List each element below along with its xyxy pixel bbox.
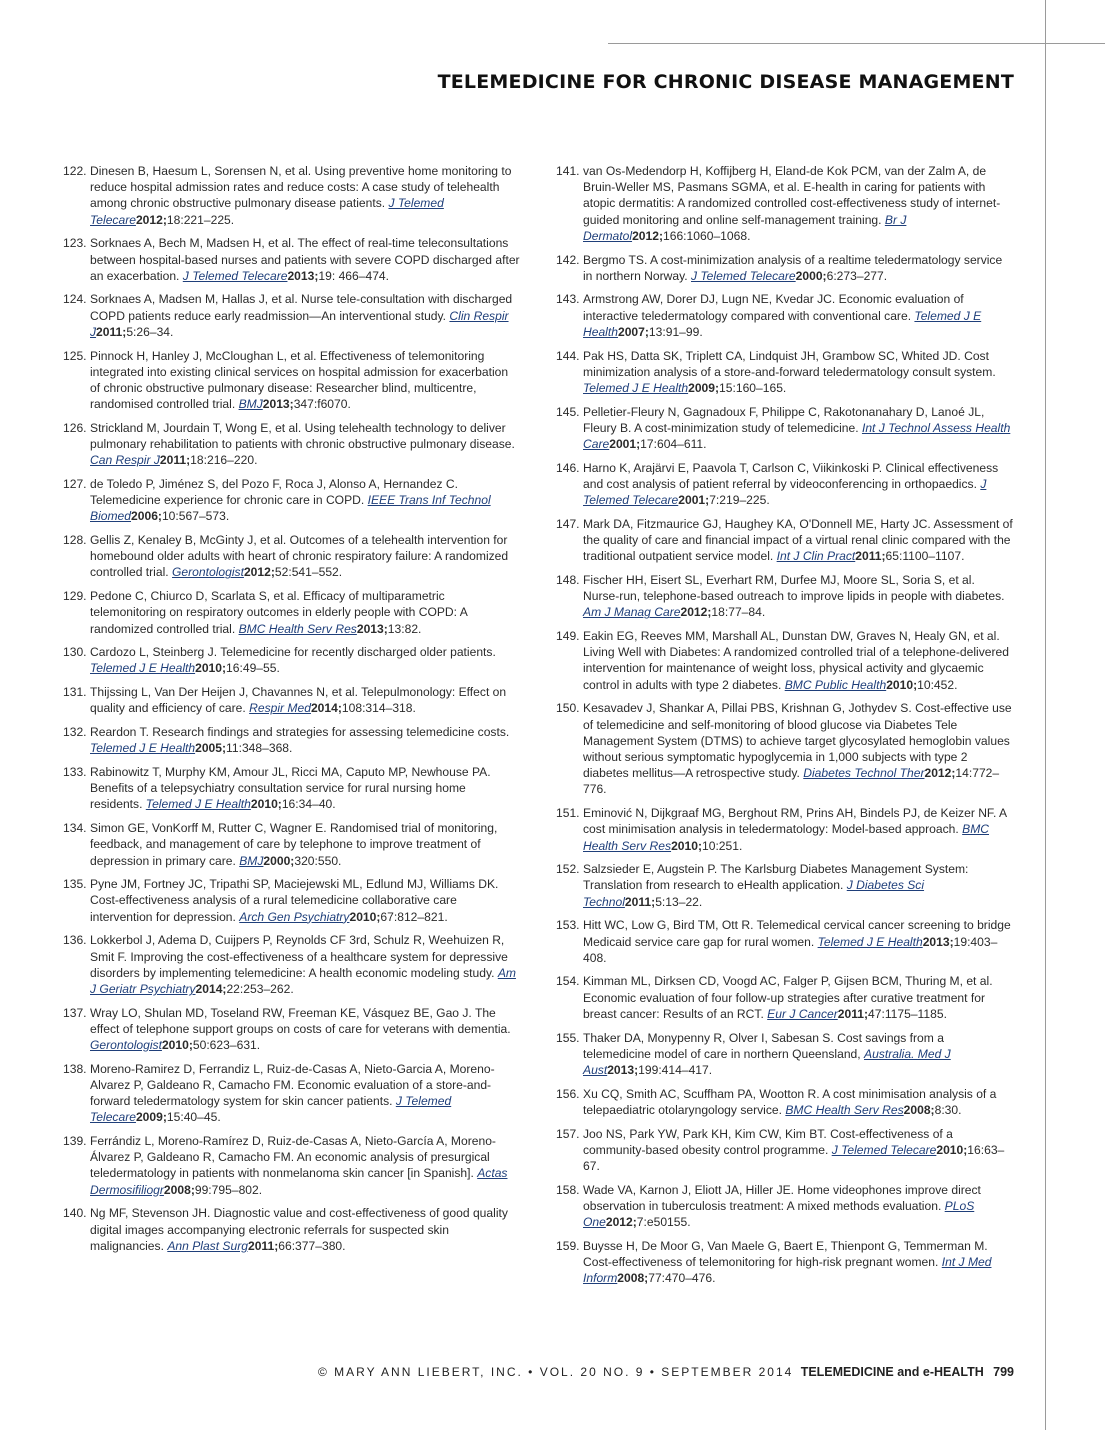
- journal-link[interactable]: BMC Public Health: [784, 677, 887, 692]
- reference-text: Eminović N, Dijkgraaf MG, Berghout RM, Prins AH, Bindels PJ, de Keizer NF. A cost minimisation analysis in teledermatology: Model-based approach.: [583, 806, 1007, 837]
- reference-volume-pages: 8:30.: [934, 1102, 962, 1117]
- reference-text: Joo NS, Park YW, Park KH, Kim CW, Kim BT. Cost-effectiveness of a community-based obesity control programme.: [583, 1126, 953, 1157]
- reference-year: 2012;: [605, 1215, 637, 1230]
- reference-year: 2010;: [936, 1142, 968, 1157]
- reference-year: 2001;: [678, 493, 710, 508]
- reference-text: Pinnock H, Hanley J, McCloughan L, et al. Effectiveness of telemonitoring integrated into existing clinical services on hospital admission for exacerbation of chronic obstructive pulmonary disease: Researcher blind, multicentre, randomised controlled trial.: [90, 348, 509, 412]
- reference-item: [63, 932, 521, 997]
- reference-year: 2005;: [195, 741, 227, 756]
- reference-volume-pages: 18:216–220.: [190, 453, 258, 468]
- reference-item: [63, 532, 521, 581]
- reference-text: Rabinowitz T, Murphy KM, Amour JL, Ricci MA, Caputo MP, Newhouse PA. Benefits of a telepsychiatry consultation service for rural nursing home residents.: [90, 765, 491, 812]
- reference-text: Salzsieder E, Augstein P. The Karlsburg Diabetes Management System: Translation from research to eHealth application.: [583, 862, 969, 893]
- reference-item: [556, 1086, 1014, 1118]
- journal-link[interactable]: J Telemed Telecare: [182, 268, 288, 283]
- reference-volume-pages: 7:219–225.: [709, 493, 770, 508]
- journal-link[interactable]: J Telemed Telecare: [90, 1094, 452, 1125]
- reference-year: 2010;: [161, 1038, 193, 1053]
- references-left-column: [63, 163, 521, 1261]
- reference-year: 2011;: [159, 453, 191, 468]
- journal-link[interactable]: IEEE Trans Inf Technol Biomed: [90, 493, 491, 524]
- reference-volume-pages: 5:26–34.: [126, 324, 174, 339]
- reference-number: 137.: [63, 1005, 87, 1020]
- reference-text: Armstrong AW, Dorer DJ, Lugn NE, Kvedar JC. Economic evaluation of interactive teledermatology compared with conventional care.: [583, 292, 964, 323]
- reference-number: 141.: [556, 164, 580, 178]
- reference-text: Thaker DA, Monypenny R, Olver I, Sabesan S. Cost savings from a telemedicine model of care in northern Queensland,: [583, 1030, 944, 1061]
- reference-number: 146.: [556, 460, 580, 475]
- reference-volume-pages: 347:f6070.: [293, 397, 351, 412]
- reference-volume-pages: 15:160–165.: [719, 380, 787, 395]
- reference-volume-pages: 47:1175–1185.: [868, 1006, 947, 1021]
- reference-text: van Os-Medendorp H, Koffijberg H, Eland-de Kok PCM, van der Zalm A, de Bruin-Weller MS, Pasmans SGMA, et al. E-health in caring for patients with atopic dermatitis: A randomized controlled cost-effectiveness study of internet-guided monitoring and online self-management training.: [583, 164, 1001, 227]
- journal-link[interactable]: Arch Gen Psychiatry: [239, 909, 350, 924]
- footer-publisher: © MARY ANN LIEBERT, INC. • VOL. 20 NO. 9 • SEPTEMBER 2014: [317, 1365, 794, 1379]
- reference-year: 2011;: [855, 549, 886, 564]
- reference-volume-pages: 13:82.: [387, 621, 422, 636]
- reference-volume-pages: 22:253–262.: [226, 981, 294, 996]
- reference-text: Pelletier-Fleury N, Gagnadoux F, Philippe C, Rakotonanahary D, Lanoé JL, Fleury B. A cost-minimization study of telemedicine.: [583, 404, 985, 435]
- reference-number: 130.: [63, 645, 87, 660]
- reference-number: 127.: [63, 476, 87, 491]
- reference-text: Wade VA, Karnon J, Eliott JA, Hiller JE. Home videophones improve direct observation in tuberculosis treatment: A mixed methods evaluation.: [583, 1182, 981, 1213]
- journal-link[interactable]: Ann Plast Surg: [167, 1238, 248, 1253]
- reference-year: 2012;: [924, 766, 956, 781]
- reference-text: Kesavadev J, Shankar A, Pillai PBS, Krishnan G, Jothydev S. Cost-effective use of telemedicine and self-monitoring of blood glucose via Diabetes Tele Management System (DTMS) to achieve target glycosylated hemoglobin values without serious symptomatic hypoglycemia in 1,000 subjects with type 2 diabetes mellitus—A retrospective study.: [583, 701, 1012, 781]
- journal-link[interactable]: Int J Clin Pract: [776, 549, 856, 564]
- journal-link[interactable]: J Telemed Telecare: [583, 476, 987, 508]
- reference-number: 153.: [556, 918, 580, 933]
- reference-year: 2013;: [607, 1062, 639, 1077]
- reference-volume-pages: 16:34–40.: [281, 797, 336, 812]
- reference-item: [63, 820, 521, 869]
- reference-text: Bergmo TS. A cost-minimization analysis of a realtime teledermatology service in northern Norway.: [583, 252, 1003, 283]
- reference-text: Ferrándiz L, Moreno-Ramírez D, Ruiz-de-Casas A, Nieto-García A, Moreno-Álvarez P, Galdeano R, Camacho FM. An economic analysis of presurgical teledermatology in patients with nonmelanoma skin cancer [in Spanish].: [90, 1134, 496, 1181]
- reference-volume-pages: 15:40–45.: [166, 1110, 221, 1125]
- reference-volume-pages: 166:1060–1068.: [663, 228, 751, 243]
- journal-link[interactable]: Telemed J E Health: [145, 797, 251, 812]
- reference-number: 124.: [63, 292, 87, 307]
- reference-text: Buysse H, De Moor G, Van Maele G, Baert E, Thienpont G, Temmerman M. Cost-effectiveness of telemonitoring for high-risk pregnant women.: [583, 1238, 988, 1269]
- reference-number: 157.: [556, 1126, 580, 1141]
- reference-year: 2008;: [163, 1182, 195, 1197]
- reference-volume-pages: 199:414–417.: [638, 1062, 713, 1077]
- reference-year: 2011;: [247, 1238, 279, 1253]
- reference-year: 2013;: [287, 268, 319, 283]
- reference-number: 154.: [556, 974, 580, 989]
- reference-year: 2009;: [688, 380, 720, 395]
- reference-item: [63, 764, 521, 813]
- reference-text: Lokkerbol J, Adema D, Cuijpers P, Reynolds CF 3rd, Schulz R, Weehuizen R, Smit F. Improving the cost-effectiveness of a healthcare system for depressive disorders by implementing telemedicine: A health economic modeling study.: [90, 933, 508, 980]
- reference-number: 136.: [63, 933, 87, 948]
- reference-number: 144.: [556, 348, 580, 363]
- reference-volume-pages: 10:567–573.: [161, 509, 230, 524]
- journal-link[interactable]: J Diabetes Sci Technol: [583, 878, 925, 909]
- journal-link[interactable]: Can Respir J: [90, 453, 160, 468]
- reference-number: 126.: [63, 420, 87, 435]
- journal-link[interactable]: Br J Dermatol: [583, 212, 907, 243]
- reference-year: 2008;: [903, 1102, 935, 1117]
- reference-number: 122.: [63, 164, 87, 178]
- reference-item: [63, 724, 521, 756]
- reference-year: 2010;: [250, 797, 282, 812]
- reference-text: de Toledo P, Jiménez S, del Pozo F, Roca J, Alonso A, Hernandez C. Telemedicine experience for chronic care in COPD.: [90, 476, 458, 508]
- journal-link[interactable]: Am J Manag Care: [583, 605, 681, 620]
- reference-volume-pages: 13:91–99.: [648, 324, 703, 339]
- reference-year: 2013;: [922, 934, 954, 949]
- reference-number: 143.: [556, 292, 580, 307]
- reference-number: 140.: [63, 1206, 87, 1221]
- reference-number: 150.: [556, 701, 580, 716]
- reference-year: 2008;: [617, 1271, 649, 1286]
- reference-number: 125.: [63, 348, 87, 363]
- reference-item: [63, 348, 521, 413]
- reference-number: 132.: [63, 725, 87, 740]
- reference-text: Sorknaes A, Madsen M, Hallas J, et al. Nurse tele-consultation with discharged COPD patients reduce early readmission—An interventional study.: [90, 292, 513, 323]
- reference-number: 152.: [556, 862, 580, 877]
- journal-link[interactable]: J Telemed Telecare: [90, 196, 444, 227]
- reference-number: 142.: [556, 252, 580, 267]
- reference-item: [556, 163, 1014, 244]
- reference-year: 2007;: [617, 324, 649, 339]
- journal-link[interactable]: Respir Med: [249, 701, 311, 716]
- reference-volume-pages: 108:314–318.: [341, 701, 416, 716]
- reference-number: 135.: [63, 877, 87, 892]
- reference-year: 2001;: [609, 437, 641, 452]
- journal-link[interactable]: Australia. Med J Aust: [583, 1046, 951, 1077]
- reference-text: Cardozo L, Steinberg J. Telemedicine for recently discharged older patients.: [90, 645, 496, 660]
- reference-text: Eakin EG, Reeves MM, Marshall AL, Dunstan DW, Graves N, Healy GN, et al. Living Well with Diabetes: A randomized controlled trial of a telephone-delivered intervention for maintenance of weight loss, physical activity and glycaemic control in adults with type 2 diabetes.: [583, 629, 1009, 692]
- reference-volume-pages: 19: 466–474.: [318, 268, 390, 283]
- journal-link[interactable]: Telemed J E Health: [90, 661, 196, 676]
- right-margin-rule: [1045, 0, 1046, 1430]
- reference-number: 147.: [556, 516, 580, 531]
- reference-text: Thijssing L, Van Der Heijen J, Chavannes N, et al. Telepulmonology: Effect on quality and efficiency of care.: [90, 685, 507, 716]
- reference-text: Kimman ML, Dirksen CD, Voogd AC, Falger P, Gijsen BCM, Thuring M, et al. Economic evaluation of four follow-up strategies after curative treatment for breast cancer: Results of an RCT.: [583, 974, 993, 1021]
- reference-year: 2014;: [310, 701, 342, 716]
- journal-link[interactable]: BMJ: [239, 853, 264, 868]
- reference-item: [63, 291, 521, 340]
- reference-year: 2012;: [243, 565, 275, 580]
- reference-number: 139.: [63, 1134, 87, 1149]
- reference-number: 129.: [63, 589, 87, 604]
- reference-number: 128.: [63, 533, 87, 548]
- journal-link[interactable]: Actas Dermosifiliogr: [90, 1166, 508, 1197]
- reference-item: [556, 1126, 1014, 1175]
- reference-number: 138.: [63, 1061, 87, 1076]
- reference-volume-pages: 65:1100–1107.: [885, 549, 965, 564]
- reference-year: 2011;: [837, 1006, 869, 1021]
- journal-link[interactable]: Telemed J E Health: [90, 741, 196, 756]
- reference-text: Hitt WC, Low G, Bird TM, Ott R. Telemedical cervical cancer screening to bridge Medicaid service care gap for rural women.: [583, 918, 1011, 949]
- journal-link[interactable]: Eur J Cancer: [767, 1006, 838, 1021]
- reference-volume-pages: 11:348–368.: [226, 741, 293, 756]
- journal-link[interactable]: Int J Technol Assess Health Care: [583, 420, 1011, 452]
- reference-year: 2010;: [349, 909, 381, 924]
- journal-link[interactable]: Am J Geriatr Psychiatry: [90, 965, 516, 996]
- reference-number: 151.: [556, 806, 580, 821]
- reference-item: [556, 805, 1014, 854]
- reference-item: [63, 1205, 521, 1254]
- reference-item: [556, 460, 1014, 509]
- reference-year: 2000;: [263, 853, 295, 868]
- reference-item: [556, 1238, 1014, 1287]
- reference-item: [556, 917, 1014, 966]
- reference-year: 2012;: [680, 605, 712, 620]
- reference-volume-pages: 66:377–380.: [278, 1238, 346, 1253]
- reference-year: 2009;: [135, 1110, 167, 1125]
- reference-number: 149.: [556, 629, 580, 644]
- journal-link[interactable]: Diabetes Technol Ther: [803, 766, 925, 781]
- reference-item: [63, 644, 521, 676]
- reference-text: Moreno-Ramirez D, Ferrandiz L, Ruiz-de-Casas A, Nieto-Garcia A, Moreno-Alvarez P, Galdeano R, Camacho FM. Economic evaluation of a store-and-forward teledermatology system for skin cancer patients.: [90, 1061, 495, 1109]
- journal-link[interactable]: Clin Respir J: [90, 308, 509, 339]
- reference-text: Harno K, Arajärvi E, Paavola T, Carlson C, Viikinkoski P. Clinical effectiveness and cost analysis of patient referral by videoconferencing in orthopaedics.: [583, 460, 999, 491]
- reference-year: 2011;: [624, 894, 656, 909]
- reference-year: 2010;: [886, 677, 918, 692]
- reference-item: [63, 1061, 521, 1126]
- reference-text: Dinesen B, Haesum L, Sorensen N, et al. Using preventive home monitoring to reduce hospital admission rates and reduce costs: A case study of telehealth among chronic obstructive pulmonary disease patients.: [90, 164, 512, 211]
- reference-volume-pages: 17:604–611.: [640, 437, 707, 452]
- reference-item: [556, 572, 1014, 621]
- reference-text: Pedone C, Chiurco D, Scarlata S, et al. Efficacy of multiparametric telemonitoring on respiratory outcomes in elderly people with COPD: A randomized controlled trial.: [90, 589, 468, 636]
- footer-journal-title: TELEMEDICINE and e-HEALTH: [800, 1365, 984, 1379]
- page-footer: [318, 1365, 1014, 1379]
- reference-text: Fischer HH, Eisert SL, Everhart RM, Durfee MJ, Moore SL, Soria S, et al. Nurse-run, telephone-based outreach to improve lipids in people with diabetes.: [583, 572, 1005, 604]
- reference-item: [63, 235, 521, 284]
- journal-link[interactable]: Int J Med Inform: [583, 1254, 992, 1286]
- reference-item: [556, 1030, 1014, 1079]
- references-right-column: [556, 163, 1014, 1294]
- reference-item: [63, 1133, 521, 1198]
- reference-item: [556, 291, 1014, 340]
- reference-volume-pages: 5:13–22.: [655, 894, 703, 909]
- reference-year: 2013;: [262, 397, 294, 412]
- reference-text: Simon GE, VonKorff M, Rutter C, Wagner E. Randomised trial of monitoring, feedback, and management of care by telephone to improve treatment of depression in primary care.: [90, 821, 498, 868]
- reference-number: 131.: [63, 685, 87, 700]
- journal-link[interactable]: Gerontologist: [172, 565, 244, 580]
- journal-link[interactable]: Telemed J E Health: [817, 934, 923, 949]
- reference-text: Xu CQ, Smith AC, Scuffham PA, Wootton R. A cost minimisation analysis of a telepaediatric otolaryngology service.: [583, 1086, 997, 1117]
- reference-item: [556, 700, 1014, 797]
- reference-item: [63, 876, 521, 925]
- reference-item: [63, 588, 521, 637]
- reference-volume-pages: 18:77–84.: [711, 605, 766, 620]
- journal-link[interactable]: Gerontologist: [90, 1038, 162, 1053]
- reference-year: 2010;: [195, 661, 227, 676]
- reference-text: Pak HS, Datta SK, Triplett CA, Lindquist JH, Grambow SC, Whited JD. Cost minimization analysis of a store-and-forward teledermatology consult system.: [583, 348, 996, 379]
- reference-volume-pages: 10:251.: [702, 838, 743, 853]
- reference-item: [556, 628, 1014, 693]
- journal-link[interactable]: PLoS One: [583, 1198, 975, 1230]
- reference-item: [63, 420, 521, 469]
- reference-year: 2000;: [795, 268, 827, 283]
- journal-link[interactable]: BMC Health Serv Res: [583, 822, 990, 853]
- reference-text: Wray LO, Shulan MD, Toseland RW, Freeman KE, Vásquez BE, Gao J. The effect of telephone support groups on costs of care for veterans with dementia.: [90, 1005, 511, 1036]
- reference-text: Strickland M, Jourdain T, Wong E, et al. Using telehealth technology to deliver pulmonary rehabilitation to patients with chronic obstructive pulmonary disease.: [90, 420, 515, 452]
- reference-volume-pages: 50:623–631.: [192, 1038, 261, 1053]
- journal-link[interactable]: J Telemed Telecare: [691, 268, 796, 283]
- journal-link[interactable]: Telemed J E Health: [583, 380, 689, 395]
- reference-year: 2006;: [131, 509, 162, 524]
- reference-item: [556, 973, 1014, 1022]
- reference-item: [556, 1182, 1014, 1231]
- reference-number: 159.: [556, 1238, 580, 1253]
- reference-year: 2011;: [96, 324, 127, 339]
- reference-text: Pyne JM, Fortney JC, Tripathi SP, Maciejewski ML, Edlund MJ, Williams DK. Cost-effectiveness analysis of a rural telemedicine collaborative care intervention for depression.: [90, 877, 499, 924]
- reference-number: 134.: [63, 821, 87, 836]
- reference-year: 2010;: [671, 838, 702, 853]
- reference-volume-pages: 16:63–67.: [583, 1142, 1005, 1173]
- reference-item: [556, 252, 1014, 284]
- journal-link[interactable]: BMC Health Serv Res: [785, 1102, 904, 1117]
- reference-volume-pages: 7:e50155.: [636, 1215, 691, 1230]
- reference-volume-pages: 52:541–552.: [274, 565, 343, 580]
- reference-volume-pages: 320:550.: [294, 853, 342, 868]
- reference-item: [556, 861, 1014, 910]
- reference-volume-pages: 14:772–776.: [583, 766, 1000, 797]
- reference-volume-pages: 10:452.: [917, 677, 958, 692]
- reference-item: [63, 1005, 521, 1054]
- reference-volume-pages: 67:812–821.: [380, 909, 448, 924]
- reference-volume-pages: 99:795–802.: [194, 1182, 263, 1197]
- reference-text: Gellis Z, Kenaley B, McGinty J, et al. Outcomes of a telehealth intervention for homebound older adults with heart of chronic respiratory failure: A randomized controlled trial.: [90, 533, 509, 580]
- reference-item: [556, 516, 1014, 565]
- reference-number: 123.: [63, 236, 87, 251]
- reference-number: 145.: [556, 404, 580, 419]
- journal-link[interactable]: BMC Health Serv Res: [238, 621, 357, 636]
- reference-item: [63, 476, 521, 525]
- reference-item: [556, 348, 1014, 397]
- reference-text: Sorknaes A, Bech M, Madsen H, et al. The effect of real-time teleconsultations between hospital-based nurses and patients with severe COPD discharged after an exacerbation.: [90, 236, 520, 283]
- page-number: 799: [993, 1365, 1014, 1379]
- reference-number: 155.: [556, 1030, 580, 1045]
- reference-number: 156.: [556, 1086, 580, 1101]
- reference-year: 2012;: [135, 212, 167, 227]
- running-head-title: TELEMEDICINE FOR CHRONIC DISEASE MANAGEMENT: [437, 71, 1014, 93]
- reference-year: 2014;: [195, 981, 227, 996]
- header-rule: [608, 43, 1105, 44]
- reference-volume-pages: 6:273–277.: [826, 268, 888, 283]
- reference-number: 148.: [556, 572, 580, 587]
- reference-year: 2012;: [632, 228, 663, 243]
- reference-volume-pages: 19:403–408.: [583, 934, 998, 965]
- reference-text: Reardon T. Research findings and strategies for assessing telemedicine costs.: [90, 725, 510, 740]
- reference-volume-pages: 77:470–476.: [648, 1271, 716, 1286]
- reference-item: [63, 684, 521, 716]
- reference-volume-pages: 18:221–225.: [166, 212, 235, 227]
- reference-text: Ng MF, Stevenson JH. Diagnostic value and cost-effectiveness of good quality digital images accompanying electronic referrals for suspected skin malignancies.: [90, 1206, 508, 1253]
- journal-link[interactable]: BMJ: [238, 397, 263, 412]
- reference-number: 158.: [556, 1182, 580, 1197]
- reference-text: Mark DA, Fitzmaurice GJ, Haughey KA, O'Donnell ME, Harty JC. Assessment of the quality of care and financial impact of a virtual renal clinic compared with the traditional outpatient service model.: [583, 516, 1013, 564]
- reference-volume-pages: 16:49–55.: [226, 661, 280, 676]
- reference-item: [556, 404, 1014, 453]
- journal-link[interactable]: J Telemed Telecare: [831, 1142, 937, 1157]
- reference-year: 2013;: [356, 621, 388, 636]
- reference-item: [63, 163, 521, 228]
- journal-link[interactable]: Telemed J E Health: [583, 308, 982, 339]
- reference-number: 133.: [63, 765, 87, 779]
